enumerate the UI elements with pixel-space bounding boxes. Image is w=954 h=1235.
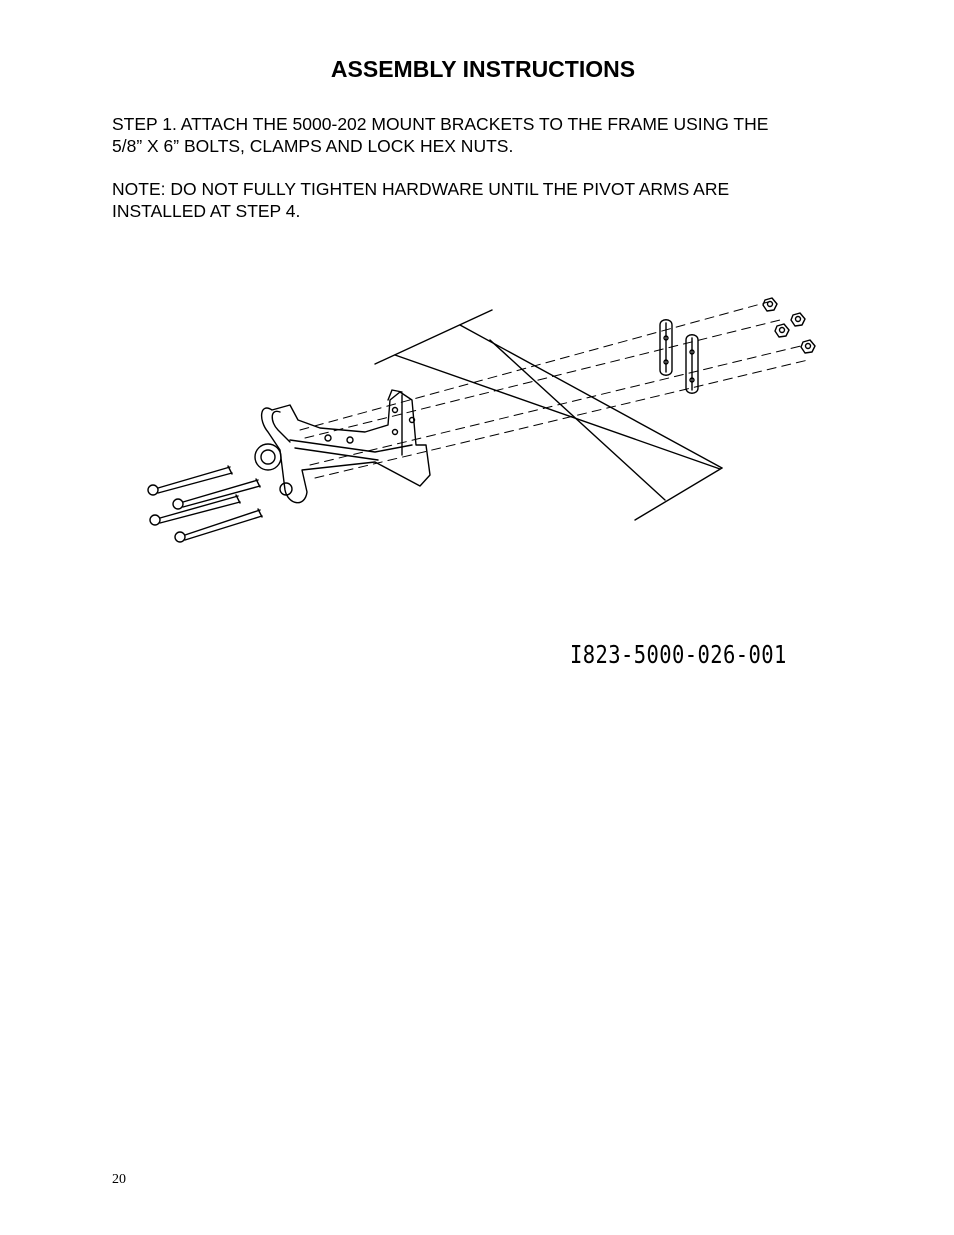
note-line-1: NOTE: DO NOT FULLY TIGHTEN HARDWARE UNTIL THE PIVOT ARMS ARE	[112, 179, 730, 199]
lock-hex-nuts	[763, 298, 815, 353]
clamp-2	[686, 335, 698, 394]
exploded-assembly-diagram	[120, 280, 840, 560]
bolt-2	[173, 479, 260, 509]
mount-bracket	[255, 390, 430, 503]
hex-nut-1	[763, 298, 777, 311]
step-1-line-2: 5/8” X 6” BOLTS, CLAMPS AND LOCK HEX NUTS.	[112, 136, 514, 156]
bolt-4	[175, 509, 262, 542]
bolts	[148, 466, 262, 542]
frame-tube	[375, 310, 722, 520]
note-line-2: INSTALLED AT STEP 4.	[112, 201, 301, 221]
hex-nut-4	[801, 340, 815, 353]
drawing-id-label: I823-5000-026-001	[570, 640, 787, 669]
page-title: ASSEMBLY INSTRUCTIONS	[330, 56, 636, 82]
hex-nut-3	[791, 313, 805, 326]
clamps	[660, 320, 698, 394]
page-number: 20	[112, 1172, 126, 1187]
step-1-instruction	[112, 113, 852, 157]
assembly-note	[112, 178, 852, 222]
hex-nut-2	[775, 324, 789, 337]
step-1-line-1: STEP 1. ATTACH THE 5000-202 MOUNT BRACKETS TO THE FRAME USING THE	[112, 114, 769, 134]
